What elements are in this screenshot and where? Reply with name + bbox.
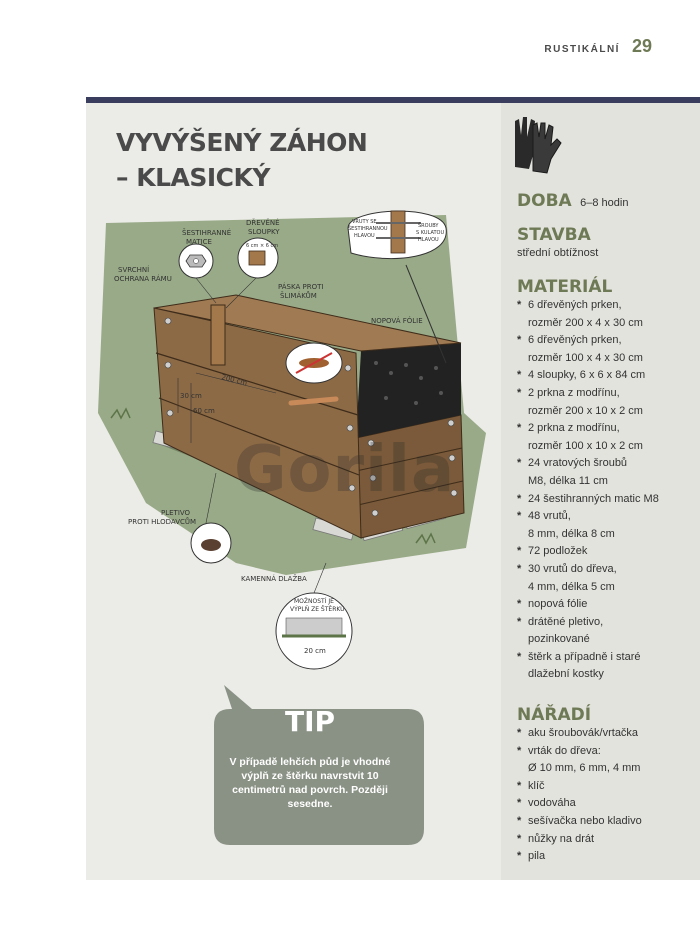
list-item-line: rozměr 100 x 4 x 30 cm (528, 351, 643, 364)
naradi-heading: NÁŘADÍ (517, 705, 592, 725)
material-section (517, 277, 659, 684)
naradi-list (517, 725, 642, 866)
list-item-line: * klíč (528, 779, 545, 792)
list-item (517, 813, 642, 831)
list-item (517, 420, 659, 455)
label-bolt-right-3: HLAVOU (418, 237, 439, 243)
post-size-label: 6 cm × 6 cm (246, 243, 279, 249)
watermark: Gorila (234, 433, 456, 507)
list-item (517, 848, 642, 866)
list-item-line: pozinkované (528, 633, 590, 646)
label-slug-strip-1: PÁSKA PROTI (278, 283, 324, 291)
doba-heading: DOBA (517, 191, 572, 211)
list-item (517, 508, 659, 543)
list-item (517, 561, 659, 596)
label-bolt-right-1: ŠROUBY (418, 223, 439, 229)
list-item-line: Ø 10 mm, 6 mm, 4 mm (528, 762, 641, 775)
title-line-2: – KLASICKÝ (116, 163, 270, 192)
list-item-line: * nopová fólie (528, 598, 588, 611)
list-item-line: 4 mm, délka 5 cm (528, 580, 615, 593)
gravel-fill-icon (286, 618, 342, 636)
list-item-line: dlažební kostky (528, 668, 604, 681)
list-item-line: * 2 prkna z modřínu, (528, 422, 620, 435)
list-item-line: rozměr 200 x 10 x 2 cm (528, 404, 643, 417)
stavba-value: střední obtížnost (517, 247, 599, 259)
label-posts-2: SLOUPKY (248, 228, 280, 236)
stavba-heading: STAVBA (517, 225, 591, 245)
post-block-icon (249, 251, 265, 265)
page-panel (86, 97, 700, 880)
list-item (517, 778, 642, 796)
naradi-section (517, 705, 642, 866)
list-item-line: rozměr 100 x 10 x 2 cm (528, 439, 643, 452)
list-item-line: * 2 prkna z modřínu, (528, 386, 620, 399)
list-item-line: * štěrk a případně i staré (528, 650, 641, 663)
sidebar (501, 103, 700, 880)
section-name: RUSTIKÁLNÍ (544, 44, 620, 55)
gloves-icon (509, 115, 565, 175)
list-item (517, 455, 659, 490)
mouse-icon (201, 539, 221, 551)
label-frame-cover-2: OCHRANA RÁMU (114, 275, 172, 283)
label-paving: KAMENNÁ DLAŽBA (241, 575, 307, 583)
stavba-section (517, 225, 598, 259)
list-item-line: * 6 dřevěných prken, (528, 334, 622, 347)
list-item (517, 543, 659, 561)
list-item-line: * nůžky na drát (528, 832, 595, 845)
list-item-line: * vrták do dřeva: (528, 744, 601, 757)
label-posts-1: DŘEVĚNÉ (246, 219, 280, 227)
list-item-line: M8, délka 11 cm (528, 474, 608, 487)
label-rodent-mesh-1: PLETIVO (161, 509, 191, 517)
dim-h2: 60 cm (193, 407, 215, 415)
dim-h1: 30 cm (180, 392, 202, 400)
wooden-post (211, 305, 225, 365)
list-item (517, 385, 659, 420)
page-header (544, 36, 652, 57)
list-item (517, 743, 642, 778)
list-item-line: 8 mm, délka 8 cm (528, 527, 615, 540)
list-item (517, 367, 659, 385)
list-item (517, 795, 642, 813)
list-item (517, 332, 659, 367)
list-item-line: * 24 šestihranných matic M8 (528, 492, 659, 505)
label-bolt-left-1: VRUTY SE (352, 219, 377, 225)
list-item-line: * vodováha (528, 797, 576, 810)
list-item (517, 596, 659, 614)
page-number: 29 (631, 36, 652, 56)
list-item-line: * 72 podložek (528, 545, 588, 558)
doba-value: 6–8 hodin (580, 197, 629, 209)
label-rodent-mesh-2: PROTI HLODAVCŮM (128, 518, 197, 526)
label-slug-strip-2: ŠLIMÁKŮM (280, 292, 317, 300)
list-item-line: * 24 vratových šroubů (528, 457, 628, 470)
tip-box (196, 685, 424, 845)
label-frame-cover-1: SVRCHNÍ (118, 266, 150, 274)
list-item-line: * 4 sloupky, 6 x 6 x 84 cm (528, 369, 646, 382)
dim-length: 200 cm (220, 373, 248, 388)
main-column (86, 103, 501, 880)
page-title (116, 125, 367, 195)
label-membrane: NOPOVÁ FÓLIE (371, 317, 423, 325)
list-item (517, 297, 659, 332)
list-item-line: * aku šroubovák/vrtačka (528, 727, 639, 739)
material-list (517, 297, 659, 684)
list-item (517, 491, 659, 509)
title-line-1: VYVÝŠENÝ ZÁHON (116, 128, 368, 157)
list-item-line: rozměr 200 x 4 x 30 cm (528, 316, 643, 329)
doba-row (517, 191, 628, 211)
tip-label: TIP (284, 705, 336, 738)
label-gravel-1: MOŽNOSTÍ JE (294, 598, 334, 605)
list-item (517, 649, 659, 684)
label-gravel-depth: 20 cm (304, 647, 326, 655)
material-heading: MATERIÁL (517, 277, 613, 297)
label-hex-nuts-1: ŠESTIHRANNÉ (182, 229, 232, 237)
list-item-line: * 30 vrutů do dřeva, (528, 562, 617, 575)
list-item-line: * 6 dřevěných prken, (528, 299, 622, 311)
list-item-line: * sešívačka nebo kladivo (528, 814, 642, 827)
tip-text: V případě lehčích půd je vhodné výplň ze štěrku navrstvit 10 centimetrů nad povrch. Později sesedne. (229, 756, 391, 810)
list-item-line: * 48 vrutů, (528, 510, 571, 523)
list-item (517, 725, 642, 743)
label-bolt-right-2: S KULATOU (416, 230, 445, 236)
list-item (517, 614, 659, 649)
list-item (517, 831, 642, 849)
label-bolt-left-3: HLAVOU (354, 233, 375, 239)
label-hex-nuts-2: MATICE (186, 238, 212, 246)
list-item-line: * pila (528, 850, 546, 863)
label-bolt-left-2: ŠESTIHRANNOU (348, 226, 388, 232)
label-gravel-2: VÝPLŇ ZE ŠTĚRKU (290, 606, 345, 613)
list-item-line: * drátěné pletivo, (528, 615, 604, 628)
